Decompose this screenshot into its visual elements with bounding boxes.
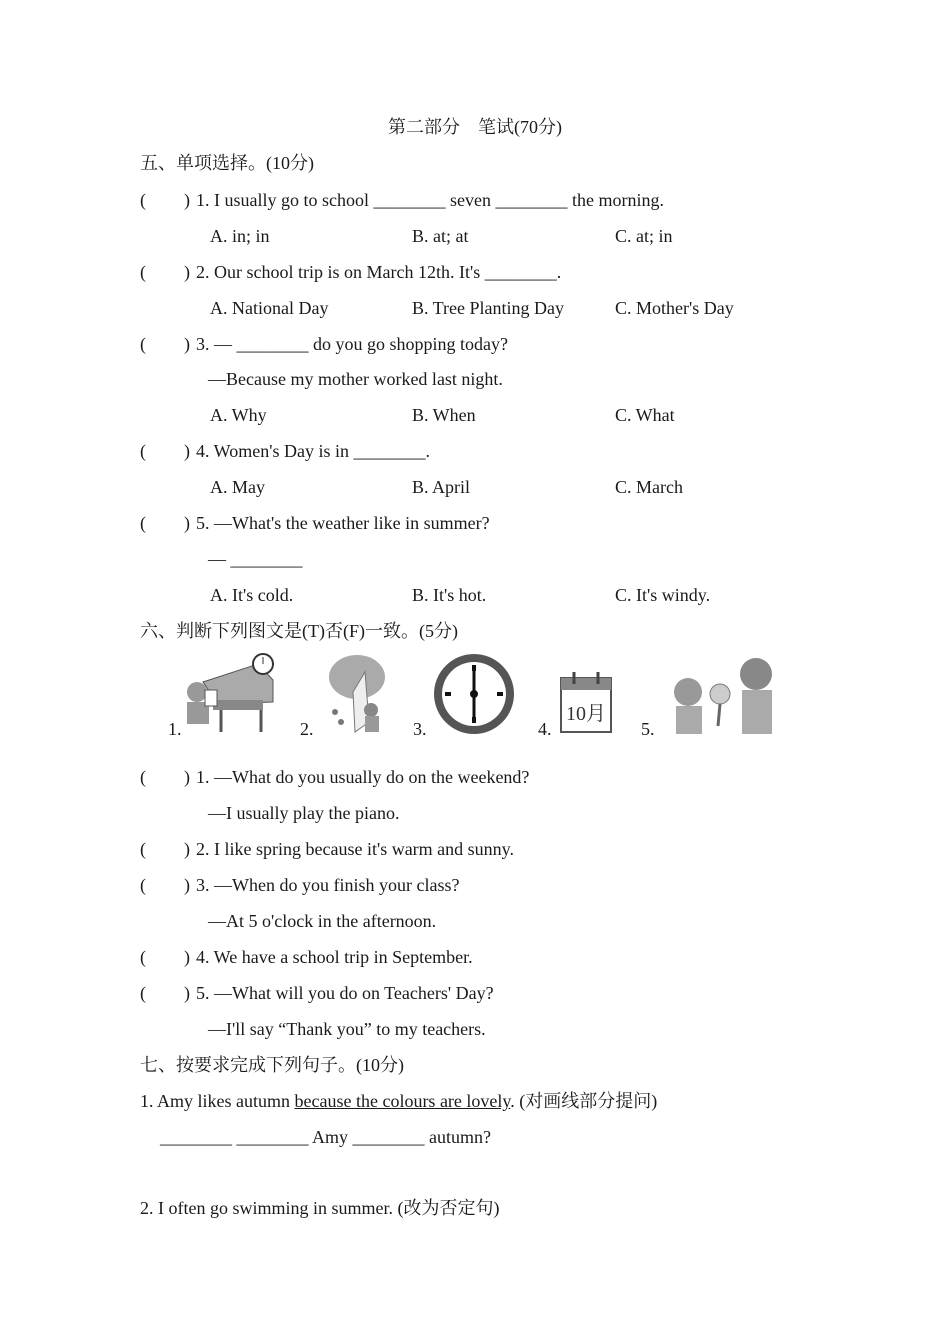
statement-stem: 5. —What will you do on Teachers' Day? [196, 983, 494, 1003]
answer-bracket-open[interactable]: ( [140, 875, 146, 895]
picture-label: 3. [413, 719, 427, 739]
option-c[interactable]: C. Mother's Day [615, 298, 734, 318]
option-b[interactable]: B. Tree Planting Day [412, 298, 565, 318]
option-a[interactable]: A. It's cold. [210, 585, 294, 605]
option-c[interactable]: C. It's windy. [615, 585, 711, 605]
answer-bracket-close: ) [184, 767, 190, 787]
answer-bracket-open[interactable]: ( [140, 513, 146, 533]
item-text: 2. I often go swimming in summer. (改为否定句) [140, 1198, 500, 1218]
picture-label: 1. [168, 719, 182, 739]
page-title: 第二部分 笔试(70分) [388, 117, 562, 137]
answer-bracket-open[interactable]: ( [140, 839, 146, 859]
question-stem: 1. I usually go to school ________ seven ________ the morning. [196, 190, 664, 210]
answer-bracket-close: ) [184, 983, 190, 1003]
section-heading: 七、按要求完成下列句子。(10分) [140, 1055, 404, 1075]
underlined-phrase: because the colours are lovely [294, 1091, 511, 1111]
picture-label: 5. [641, 719, 655, 739]
calendar-text: 10月 [566, 703, 606, 725]
section-heading: 六、判断下列图文是(T)否(F)一致。(5分) [140, 621, 458, 641]
statement-line: —I'll say “Thank you” to my teachers. [208, 1019, 486, 1039]
answer-bracket-open[interactable]: ( [140, 983, 146, 1003]
calendar-icon [558, 670, 614, 739]
item-text: 1. Amy likes autumn [140, 1091, 295, 1111]
answer-line[interactable]: ________ ________ Amy ________ autumn? [160, 1127, 491, 1147]
answer-bracket-open[interactable]: ( [140, 947, 146, 967]
section-heading: 五、单项选择。(10分) [140, 153, 314, 173]
statement-stem: 2. I like spring because it's warm and sunny. [196, 839, 515, 859]
statement-stem: 3. —When do you finish your class? [196, 875, 460, 895]
answer-bracket-open[interactable]: ( [140, 262, 146, 282]
question-stem: 3. — ________ do you go shopping today? [196, 334, 508, 354]
option-b[interactable]: B. April [412, 477, 471, 497]
tree-icon [325, 652, 385, 739]
answer-bracket-close: ) [184, 947, 190, 967]
teacher-flowers-icon [658, 652, 786, 741]
answer-bracket-open[interactable]: ( [140, 441, 146, 461]
answer-bracket-close: ) [184, 262, 190, 282]
answer-bracket-close: ) [184, 875, 190, 895]
statement-stem: 1. —What do you usually do on the weekend? [196, 767, 530, 787]
question-stem: 2. Our school trip is on March 12th. It's ________. [196, 262, 562, 282]
answer-bracket-open[interactable]: ( [140, 334, 146, 354]
piano-icon [183, 652, 278, 739]
option-c[interactable]: C. What [615, 405, 675, 425]
picture-label: 2. [300, 719, 314, 739]
option-a[interactable]: A. in; in [210, 226, 270, 246]
statement-line: —I usually play the piano. [208, 803, 400, 823]
question-line: —Because my mother worked last night. [208, 369, 503, 389]
option-a[interactable]: A. National Day [210, 298, 329, 318]
question-stem: 4. Women's Day is in ________. [196, 441, 430, 461]
option-c[interactable]: C. at; in [615, 226, 673, 246]
item-instruction: . (对画线部分提问) [510, 1091, 658, 1111]
answer-bracket-close: ) [184, 839, 190, 859]
option-a[interactable]: A. May [210, 477, 265, 497]
answer-bracket-close: ) [184, 334, 190, 354]
rewrite-item [140, 1197, 499, 1219]
option-a[interactable]: A. Why [210, 405, 267, 425]
answer-bracket-close: ) [184, 441, 190, 461]
answer-bracket-open[interactable]: ( [140, 767, 146, 787]
clock-icon [432, 652, 516, 741]
rewrite-item [140, 1090, 657, 1112]
statement-stem: 4. We have a school trip in September. [196, 947, 473, 967]
answer-bracket-close: ) [184, 513, 190, 533]
statement-line: —At 5 o'clock in the afternoon. [208, 911, 437, 931]
answer-bracket-open[interactable]: ( [140, 190, 146, 210]
picture-label: 4. [538, 719, 552, 739]
option-c[interactable]: C. March [615, 477, 683, 497]
answer-bracket-close: ) [184, 190, 190, 210]
question-line: — ________ [208, 549, 303, 569]
option-b[interactable]: B. When [412, 405, 476, 425]
question-stem: 5. —What's the weather like in summer? [196, 513, 490, 533]
option-b[interactable]: B. It's hot. [412, 585, 487, 605]
option-b[interactable]: B. at; at [412, 226, 469, 246]
